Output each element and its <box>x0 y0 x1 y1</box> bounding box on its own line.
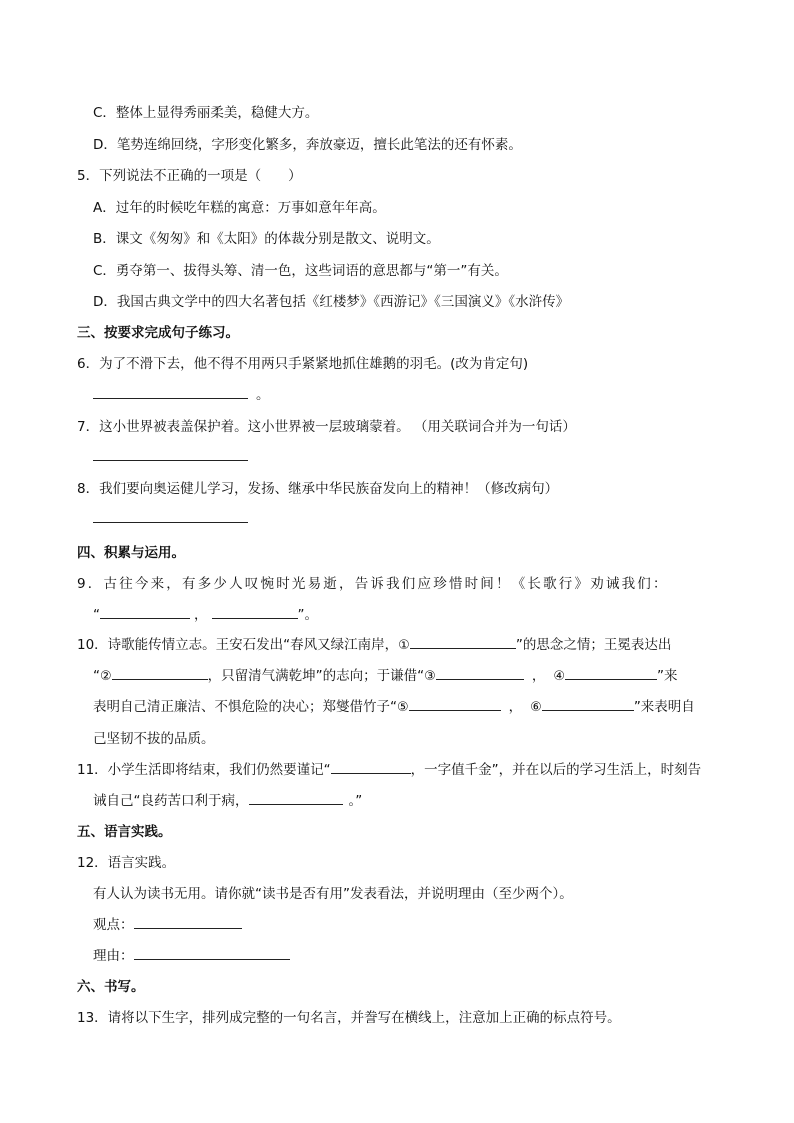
q6-period: 。 <box>256 387 270 403</box>
q9-answer-row: “ ， ”。 <box>93 603 318 623</box>
circled-4-marker: ④ <box>553 669 565 684</box>
q10-line-4: 己坚韧不拔的品质。 <box>93 731 215 747</box>
q12-prompt: 有人认为读书无用。请你就“读书是否有用”发表看法，并说明理由（至少两个）。 <box>93 886 573 902</box>
circled-6-marker: ⑥ <box>530 700 542 715</box>
q5-option-c: C．勇夺第一、拔得头筹、清一色，这些词语的意思都与“第一”有关。 <box>93 263 508 279</box>
q10-blank-6[interactable] <box>542 696 634 711</box>
circled-2-marker: ② <box>100 669 112 684</box>
q12-view-row: 观点： <box>93 913 242 933</box>
section-6-heading: 六、书写。 <box>77 979 145 995</box>
q5-option-b: B．课文《匆匆》和《太阳》的体裁分别是散文、说明文。 <box>93 231 440 247</box>
q10-line-1: 10．诗歌能传情立志。王安石发出“春风又绿江南岸，① ”的思念之情；王冕表达出 <box>77 633 671 653</box>
circled-3-marker: ③ <box>424 669 436 684</box>
q10-blank-4[interactable] <box>565 665 657 680</box>
q7-stem: 7．这小世界被表盖保护着。这小世界被一层玻璃蒙着。 （用关联词合并为一句话） <box>77 419 576 435</box>
q8-stem: 8．我们要向奥运健儿学习，发扬、继承中华民族奋发向上的精神！（修改病句） <box>77 481 559 497</box>
section-4-heading: 四、积累与运用。 <box>77 545 185 561</box>
q10-line-3: 表明自己清正廉洁、不惧危险的决心；郑燮借竹子“⑤ ， ⑥ ”来表明自 <box>93 695 695 715</box>
q5-option-d: D．我国古典文学中的四大名著包括《红楼梦》《西游记》《三国演义》《水浒传》 <box>93 294 570 310</box>
q10-line-2: “② ，只留清气满乾坤”的志向；于谦借“③ ， ④ ”来 <box>93 664 677 684</box>
q8-answer-line[interactable] <box>93 522 248 523</box>
q4-option-c: C．整体上显得秀丽柔美，稳健大方。 <box>93 105 319 121</box>
q11-blank-2[interactable] <box>249 790 343 805</box>
q10-blank-1[interactable] <box>410 634 516 649</box>
q5-option-a: A．过年的时候吃年糕的寓意：万事如意年年高。 <box>93 200 386 216</box>
q11-line-2: 诫自己“良药苦口利于病， 。” <box>93 789 362 809</box>
q12-stem: 12．语言实践。 <box>77 855 176 871</box>
q5-stem: 5．下列说法不正确的一项是（ ） <box>77 168 302 184</box>
circled-5-marker: ⑤ <box>397 700 409 715</box>
q12-view-blank[interactable] <box>134 914 242 929</box>
section-5-heading: 五、语言实践。 <box>77 824 172 840</box>
circled-1-marker: ① <box>398 638 410 653</box>
q4-option-d: D．笔势连绵回绕，字形变化繁多，奔放豪迈，擅长此笔法的还有怀素。 <box>93 137 522 153</box>
q13-stem: 13．请将以下生字，排列成完整的一句名言，并誊写在横线上，注意加上正确的标点符号。 <box>77 1010 621 1026</box>
q11-blank-1[interactable] <box>331 759 411 774</box>
q10-blank-5[interactable] <box>409 696 501 711</box>
q7-answer-line[interactable] <box>93 460 248 461</box>
q10-blank-3[interactable] <box>436 665 524 680</box>
q9-stem: 9．古往今来，有多少人叹惋时光易逝，告诉我们应珍惜时间！《长歌行》劝诫我们： <box>77 576 669 592</box>
q10-blank-2[interactable] <box>112 665 208 680</box>
q11-line-1: 11．小学生活即将结束，我们仍然要谨记“ ，一字值千金”，并在以后的学习生活上，时刻告 <box>77 758 701 778</box>
q6-answer-line[interactable] <box>93 398 248 399</box>
q9-blank-2[interactable] <box>212 604 298 619</box>
q9-blank-1[interactable] <box>100 604 190 619</box>
q6-stem: 6．为了不滑下去，他不得不用两只手紧紧地抓住雄鹅的羽毛。(改为肯定句) <box>77 356 529 372</box>
section-3-heading: 三、按要求完成句子练习。 <box>77 325 239 341</box>
q12-reason-blank[interactable] <box>134 945 290 960</box>
q12-reason-row: 理由： <box>93 944 290 964</box>
